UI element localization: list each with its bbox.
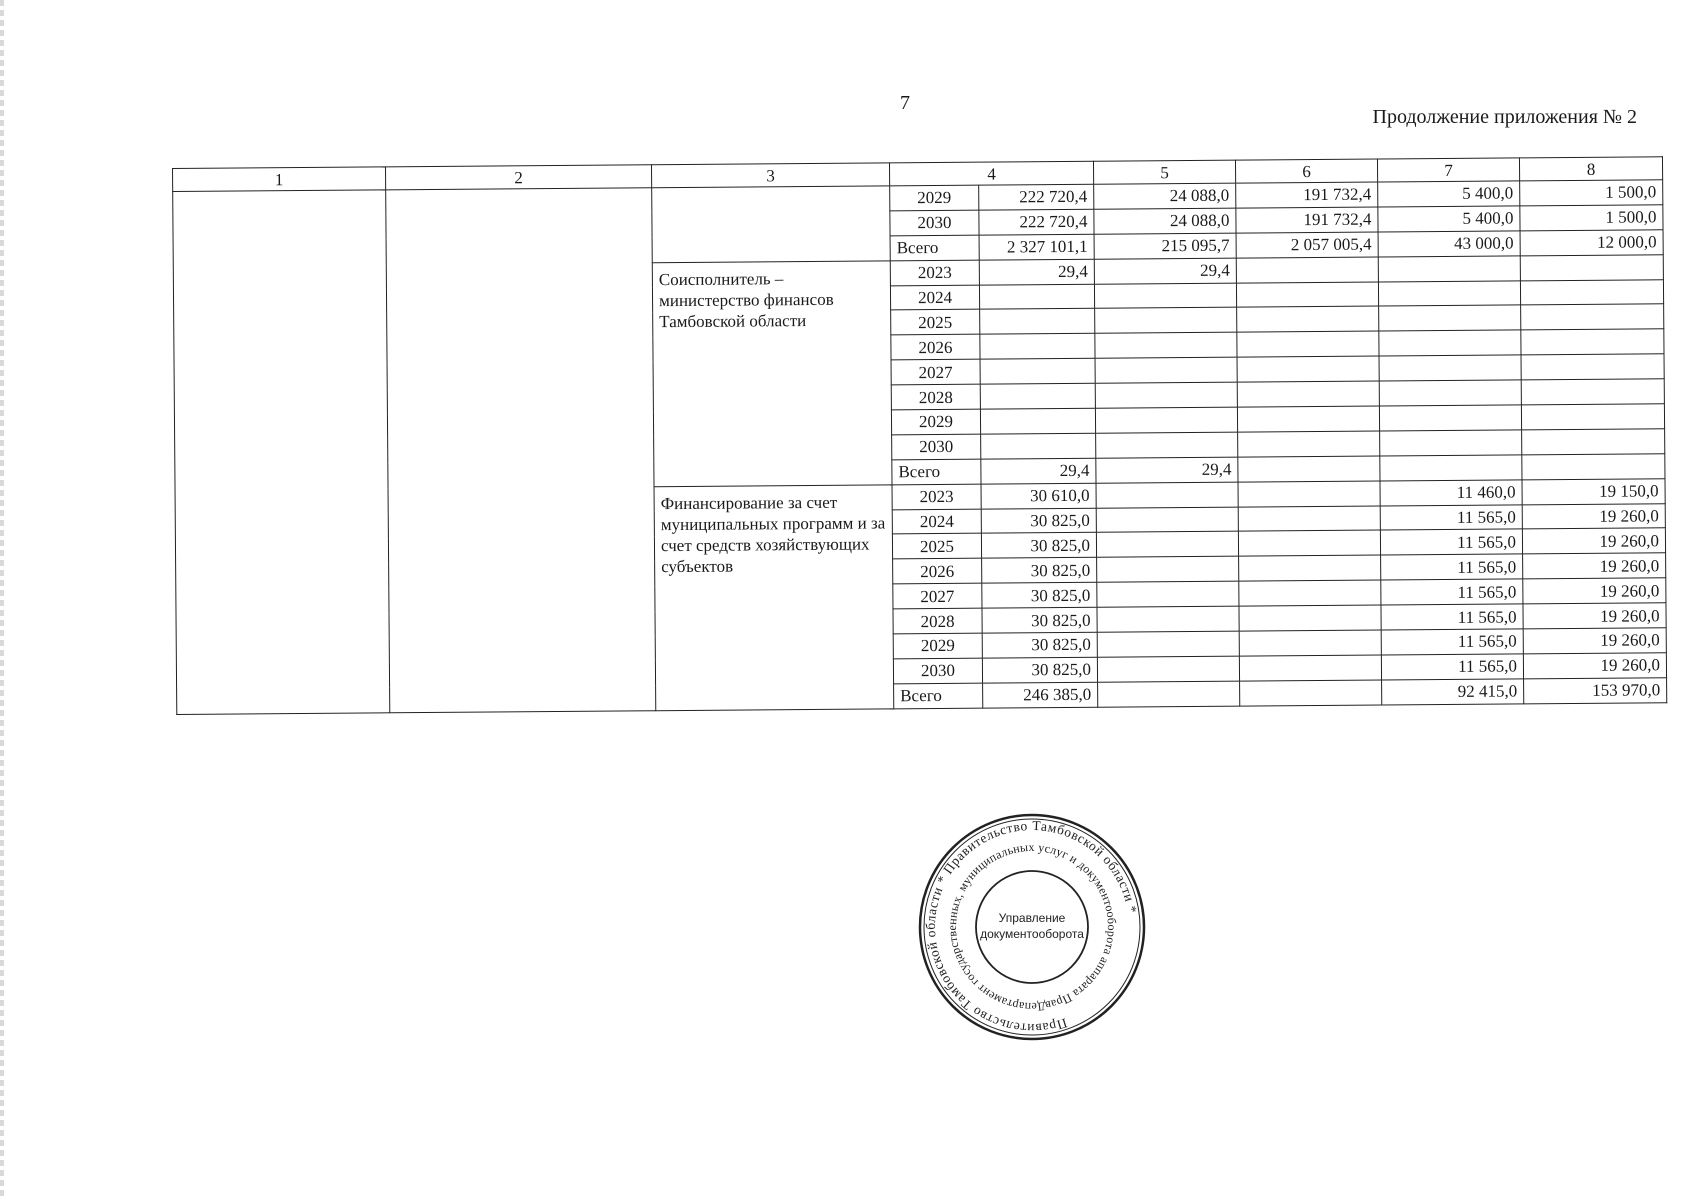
value-cell-c5 (1096, 432, 1238, 458)
value-cell-c8: 19 150,0 (1522, 478, 1665, 504)
value-cell-c4: 30 610,0 (981, 483, 1096, 509)
value-cell-c5 (1097, 606, 1239, 632)
value-cell-c7: 11 565,0 (1380, 504, 1522, 530)
value-cell-c7: 92 415,0 (1382, 679, 1524, 705)
column-number: 5 (1093, 160, 1235, 184)
value-cell-c5 (1097, 581, 1239, 607)
value-cell-c7: 11 565,0 (1381, 579, 1523, 605)
year-cell: 2026 (891, 335, 980, 361)
value-cell-c4: 2 327 101,1 (979, 234, 1094, 260)
group-label: Соисполнитель – министерство финансов Тамбовской области (652, 261, 892, 487)
year-cell: Всего (890, 235, 979, 261)
column-number: 4 (889, 161, 1093, 186)
year-cell: 2029 (893, 633, 982, 659)
year-cell: 2028 (893, 608, 982, 634)
value-cell-c8 (1521, 329, 1664, 355)
year-cell: Всего (894, 683, 983, 709)
value-cell-c8 (1522, 429, 1665, 455)
value-cell-c6 (1237, 331, 1379, 357)
seal-graphic (915, 810, 1149, 1044)
value-cell-c5: 29,4 (1094, 258, 1236, 284)
year-cell: 2029 (890, 185, 979, 211)
group-label: Финансирование за счет муниципальных программ и за счет средств хозяйствующих субъектов (654, 485, 894, 711)
page-number: 7 (900, 92, 910, 114)
value-cell-c5 (1098, 681, 1240, 707)
year-cell: Всего (892, 459, 981, 485)
year-cell: 2029 (891, 409, 980, 435)
value-cell-c4 (980, 334, 1095, 360)
value-cell-c6: 191 732,4 (1236, 182, 1378, 208)
value-cell-c4 (981, 433, 1096, 459)
value-cell-c5 (1094, 283, 1236, 309)
value-cell-c5 (1097, 631, 1239, 657)
value-cell-c8: 19 260,0 (1523, 553, 1666, 579)
value-cell-c5 (1096, 507, 1238, 533)
empty-cell-col2 (386, 188, 656, 713)
value-cell-c7: 11 565,0 (1381, 604, 1523, 630)
value-cell-c8: 19 260,0 (1523, 653, 1666, 679)
value-cell-c7 (1379, 355, 1521, 381)
year-cell: 2025 (891, 310, 980, 336)
value-cell-c8: 1 500,0 (1520, 205, 1663, 231)
value-cell-c6 (1237, 381, 1379, 407)
value-cell-c8: 1 500,0 (1520, 180, 1663, 206)
seal-center-line-2: документооборота (980, 927, 1084, 941)
value-cell-c6 (1239, 630, 1381, 656)
value-cell-c7 (1379, 305, 1521, 331)
value-cell-c6 (1236, 257, 1378, 283)
value-cell-c8: 19 260,0 (1523, 628, 1666, 654)
value-cell-c4: 30 825,0 (982, 582, 1097, 608)
value-cell-c6: 191 732,4 (1236, 207, 1378, 233)
value-cell-c6: 2 057 005,4 (1236, 232, 1378, 258)
value-cell-c6 (1237, 356, 1379, 382)
value-cell-c7: 43 000,0 (1378, 231, 1520, 257)
value-cell-c7: 11 565,0 (1381, 654, 1523, 680)
year-cell: 2024 (892, 509, 981, 535)
value-cell-c8 (1521, 304, 1664, 330)
value-cell-c6 (1238, 530, 1380, 556)
value-cell-c8: 19 260,0 (1522, 503, 1665, 529)
value-cell-c4 (980, 408, 1095, 434)
value-cell-c8: 19 260,0 (1523, 603, 1666, 629)
value-cell-c8 (1520, 254, 1663, 280)
value-cell-c4: 246 385,0 (983, 682, 1098, 708)
value-cell-c5 (1096, 532, 1238, 558)
value-cell-c8: 12 000,0 (1520, 230, 1663, 256)
value-cell-c7 (1379, 330, 1521, 356)
value-cell-c6 (1239, 580, 1381, 606)
column-number: 2 (385, 165, 651, 190)
value-cell-c6 (1238, 431, 1380, 457)
value-cell-c7 (1379, 405, 1521, 431)
value-cell-c7: 11 565,0 (1380, 529, 1522, 555)
value-cell-c5 (1095, 382, 1237, 408)
column-number: 7 (1377, 158, 1519, 182)
value-cell-c5 (1097, 656, 1239, 682)
value-cell-c4 (980, 358, 1095, 384)
value-cell-c7: 5 400,0 (1378, 181, 1520, 207)
value-cell-c8 (1522, 454, 1665, 480)
value-cell-c4: 222 720,4 (979, 209, 1094, 235)
value-cell-c5: 215 095,7 (1094, 233, 1236, 259)
value-cell-c5 (1096, 482, 1238, 508)
value-cell-c6 (1237, 306, 1379, 332)
value-cell-c6 (1240, 680, 1382, 706)
value-cell-c4: 30 825,0 (982, 558, 1097, 584)
value-cell-c5: 24 088,0 (1094, 183, 1236, 209)
scan-edge (0, 0, 4, 1200)
value-cell-c6 (1239, 655, 1381, 681)
value-cell-c8 (1520, 279, 1663, 305)
year-cell: 2023 (890, 260, 979, 286)
value-cell-c5 (1095, 357, 1237, 383)
year-cell: 2030 (890, 210, 979, 236)
value-cell-c4: 29,4 (981, 458, 1096, 484)
value-cell-c8 (1521, 404, 1664, 430)
column-number: 1 (173, 167, 386, 192)
value-cell-c6 (1239, 555, 1381, 581)
seal-center-line-1: Управление (998, 911, 1066, 925)
value-cell-c4: 30 825,0 (981, 533, 1096, 559)
value-cell-c5 (1095, 308, 1237, 334)
column-number: 3 (651, 163, 889, 188)
year-cell: 2025 (892, 534, 981, 560)
appendix-label: Продолжение приложения № 2 (1372, 106, 1637, 128)
official-seal (915, 810, 1149, 1044)
value-cell-c7: 11 565,0 (1381, 629, 1523, 655)
value-cell-c8: 153 970,0 (1524, 678, 1667, 704)
value-cell-c4: 30 825,0 (982, 607, 1097, 633)
value-cell-c7 (1378, 256, 1520, 282)
financing-table-wrapper (172, 156, 1666, 714)
value-cell-c4: 30 825,0 (981, 508, 1096, 534)
value-cell-c5: 29,4 (1096, 457, 1238, 483)
value-cell-c7 (1379, 380, 1521, 406)
seal-outer-text: Правительство Тамбовской области * Правительство Тамбовской области * (922, 817, 1141, 1037)
year-cell: 2026 (893, 559, 982, 585)
seal-inner-text: Департамент государственных, муниципальных услуг и документооборота аппарата Правительства (944, 839, 1120, 1015)
value-cell-c4 (980, 383, 1095, 409)
value-cell-c6 (1239, 605, 1381, 631)
value-cell-c4: 30 825,0 (982, 657, 1097, 683)
year-cell: 2030 (893, 658, 982, 684)
year-cell: 2024 (890, 285, 979, 311)
financing-table (172, 156, 1667, 714)
value-cell-c6 (1238, 456, 1380, 482)
value-cell-c8: 19 260,0 (1523, 578, 1666, 604)
value-cell-c4: 30 825,0 (982, 632, 1097, 658)
value-cell-c4 (979, 284, 1094, 310)
empty-cell-col1 (173, 190, 390, 714)
value-cell-c5 (1095, 332, 1237, 358)
value-cell-c5: 24 088,0 (1094, 208, 1236, 234)
year-cell: 2028 (891, 384, 980, 410)
value-cell-c7 (1378, 280, 1520, 306)
value-cell-c4: 29,4 (979, 259, 1094, 285)
group-label (652, 186, 891, 263)
column-number: 8 (1519, 157, 1662, 181)
value-cell-c8 (1521, 354, 1664, 380)
column-number: 6 (1235, 159, 1377, 183)
value-cell-c8: 19 260,0 (1522, 528, 1665, 554)
value-cell-c7: 11 460,0 (1380, 480, 1522, 506)
year-cell: 2027 (893, 583, 982, 609)
value-cell-c7 (1380, 455, 1522, 481)
value-cell-c6 (1236, 282, 1378, 308)
value-cell-c5 (1097, 556, 1239, 582)
value-cell-c6 (1238, 506, 1380, 532)
year-cell: 2030 (892, 434, 981, 460)
value-cell-c6 (1237, 406, 1379, 432)
year-cell: 2023 (892, 484, 981, 510)
value-cell-c7: 11 565,0 (1381, 554, 1523, 580)
value-cell-c7: 5 400,0 (1378, 206, 1520, 232)
value-cell-c4: 222 720,4 (979, 184, 1094, 210)
value-cell-c4 (980, 309, 1095, 335)
value-cell-c6 (1238, 481, 1380, 507)
year-cell: 2027 (891, 359, 980, 385)
value-cell-c8 (1521, 379, 1664, 405)
value-cell-c7 (1380, 430, 1522, 456)
value-cell-c5 (1095, 407, 1237, 433)
